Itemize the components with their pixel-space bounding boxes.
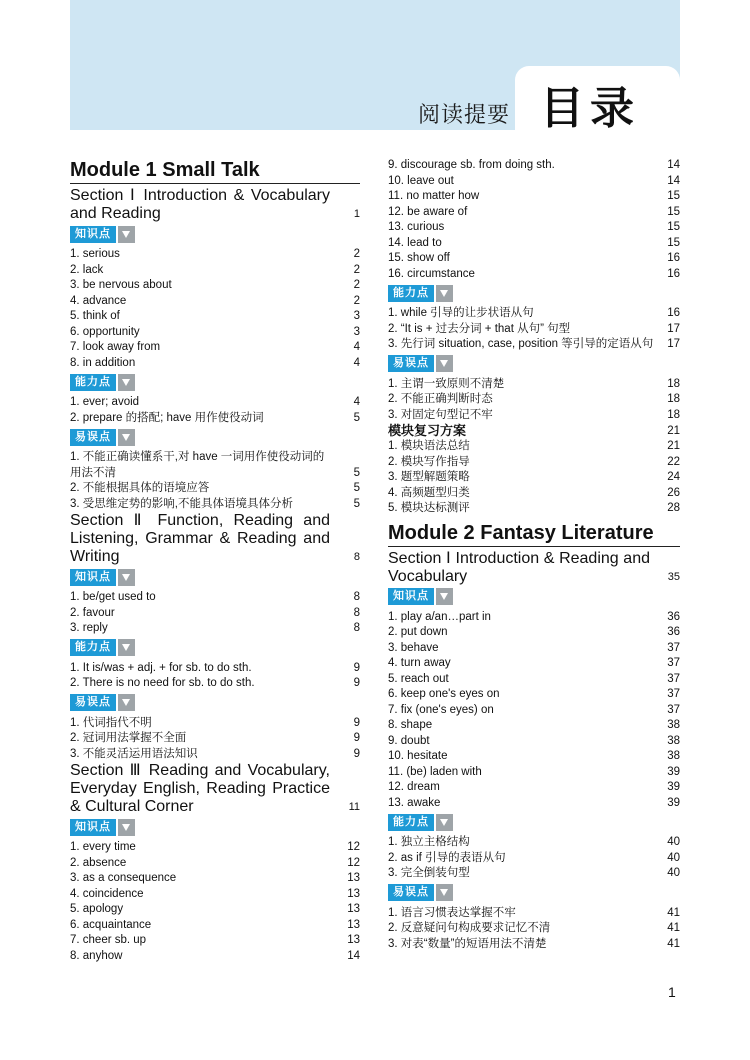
- entry-text: 1. 不能正确读懂系干,对 have 一词用作使役动词的用法不清: [70, 451, 325, 479]
- page-ref: 18: [667, 393, 680, 405]
- page-ref: 2: [353, 248, 360, 260]
- toc-entry[interactable]: [388, 189, 680, 205]
- toc-entry[interactable]: [388, 851, 680, 867]
- page-ref: 18: [667, 377, 680, 390]
- entry-text: 4. coincidence: [70, 887, 144, 900]
- page-ref: 14: [347, 949, 360, 962]
- chevron-down-icon: [118, 819, 135, 836]
- entry-text: 1. be/get used to: [70, 591, 156, 603]
- toc-entry[interactable]: [70, 840, 360, 856]
- page-ref: 14: [667, 174, 680, 187]
- entry-text: 2. 反意疑问句构成要求记忆不清: [388, 922, 551, 934]
- entry-text: 5. think of: [70, 310, 120, 322]
- chevron-down-icon: [118, 639, 135, 656]
- badge-label: 能力点: [388, 285, 434, 302]
- page-number: 1: [668, 984, 676, 1000]
- toc-entry[interactable]: [388, 174, 680, 190]
- section-title: Section Ⅲ Reading and Vocabulary, Everyday English, Reading Practice & Cultural Corner: [70, 762, 330, 815]
- entry-text: 2. There is no need for sb. to do sth.: [70, 677, 255, 689]
- toc-entry[interactable]: [70, 294, 360, 310]
- toc-list: [388, 306, 680, 353]
- entry-text: 3. be nervous about: [70, 279, 172, 291]
- entry-text: 3. 题型解题策略: [388, 471, 470, 483]
- entry-text: 5. 模块达标测评: [388, 502, 470, 514]
- page-ref: 15: [667, 190, 680, 202]
- badge-label: 易误点: [388, 355, 434, 372]
- page-ref: 21: [667, 425, 680, 437]
- page-ref: 5: [353, 482, 360, 494]
- entry-text: 2. lack: [70, 263, 104, 276]
- entry-text: 9. discourage sb. from doing sth.: [388, 159, 555, 171]
- toc-entry[interactable]: [70, 621, 360, 637]
- entry-text: 2. favour: [70, 606, 115, 619]
- toc-list: [388, 439, 680, 517]
- page-ref: 4: [353, 356, 360, 369]
- toc-list: [70, 661, 360, 692]
- badge-label: 知识点: [70, 569, 116, 586]
- entry-text: 1. 代词指代不明: [70, 716, 152, 729]
- header-subtitle: 阅读提要: [418, 102, 511, 127]
- page-ref: 35: [667, 570, 680, 583]
- toc-entry[interactable]: [70, 856, 360, 872]
- toc-entry[interactable]: [388, 906, 680, 922]
- toc-entry[interactable]: [70, 590, 360, 606]
- entry-text: 4. 高频题型归类: [388, 486, 470, 499]
- entry-text: 3. 对固定句型记不牢: [388, 408, 493, 421]
- entry-text: 1. 主谓一致原则不清楚: [388, 377, 505, 390]
- knowledge-badge: [70, 225, 360, 243]
- entry-text: 7. cheer sb. up: [70, 934, 147, 946]
- section-heading[interactable]: [70, 512, 360, 566]
- page-ref: 5: [353, 466, 360, 479]
- knowledge-badge: [388, 588, 680, 606]
- error-badge: [70, 694, 360, 712]
- toc-entry[interactable]: [388, 937, 680, 953]
- chevron-down-icon: [118, 374, 135, 391]
- toc-list: [70, 590, 360, 637]
- section-title: Section Ⅰ Introduction & Reading and Vocabulary: [388, 549, 650, 585]
- page-ref: 38: [667, 734, 680, 747]
- toc-entry[interactable]: [70, 747, 360, 763]
- page-ref: 37: [667, 672, 680, 685]
- entry-text: 8. shape: [388, 719, 433, 731]
- page-ref: 16: [667, 267, 680, 280]
- badge-label: 能力点: [70, 639, 116, 656]
- page-ref: 40: [667, 867, 680, 879]
- toc-entry[interactable]: [388, 749, 680, 765]
- toc-entry[interactable]: [70, 278, 360, 294]
- entry-text: 2. 不能正确判断时态: [388, 393, 493, 405]
- toc-entry[interactable]: [70, 933, 360, 949]
- entry-text: 5. reach out: [388, 672, 449, 685]
- entry-text: 2. 模块写作指导: [388, 455, 470, 468]
- toc-entry[interactable]: [388, 377, 680, 393]
- entry-text: 3. 对表“数量”的短语用法不清楚: [388, 937, 547, 950]
- page-ref: 38: [667, 719, 680, 731]
- entry-text: 10. leave out: [388, 174, 454, 187]
- entry-text: 7. fix (one's eyes) on: [388, 703, 494, 716]
- page-ref: 5: [353, 411, 360, 424]
- badge-label: 能力点: [388, 814, 434, 831]
- toc-list: [70, 840, 360, 964]
- ability-badge: [70, 639, 360, 657]
- entry-text: 11. no matter how: [388, 190, 480, 202]
- entry-text: 5. apology: [70, 903, 124, 915]
- entry-text: 3. reply: [70, 622, 108, 634]
- entry-text: 2. prepare 的搭配; have 用作使役动词: [70, 411, 264, 424]
- page-ref: 39: [667, 796, 680, 809]
- toc-left-column: [70, 158, 360, 964]
- entry-text: 1. ever; avoid: [70, 396, 140, 408]
- page-ref: 4: [353, 341, 360, 353]
- badge-label: 能力点: [70, 374, 116, 391]
- entry-text: 4. advance: [70, 294, 127, 307]
- section-title: Section Ⅰ Introduction & Vocabulary and Reading: [70, 187, 330, 222]
- toc-entry[interactable]: [70, 716, 360, 732]
- entry-text: 12. dream: [388, 781, 440, 793]
- section-heading[interactable]: [388, 550, 680, 586]
- toc-entry[interactable]: [388, 455, 680, 471]
- toc-entry[interactable]: [388, 718, 680, 734]
- toc-entry[interactable]: [70, 661, 360, 677]
- page-ref: 9: [353, 732, 360, 744]
- section-title: Section Ⅱ Function, Reading and Listening, Grammar & Reading and Writing: [70, 512, 330, 565]
- page-ref: 13: [347, 887, 360, 900]
- page-ref: 15: [667, 221, 680, 233]
- page-ref: 8: [353, 551, 360, 563]
- chevron-down-icon: [436, 285, 453, 302]
- entry-text: 1. serious: [70, 248, 120, 260]
- ability-badge: [388, 813, 680, 831]
- page-ref: 9: [353, 747, 360, 760]
- toc-entry[interactable]: [388, 251, 680, 267]
- chevron-down-icon: [118, 226, 135, 243]
- page-ref: 18: [667, 408, 680, 421]
- page-ref: 39: [667, 781, 680, 793]
- toc-entry[interactable]: [70, 247, 360, 263]
- toc-entry[interactable]: [388, 641, 680, 657]
- badge-label: 知识点: [388, 588, 434, 605]
- page-ref: 8: [353, 591, 360, 603]
- toc-entry[interactable]: [388, 703, 680, 719]
- page-ref: 12: [347, 856, 360, 869]
- chevron-down-icon: [436, 355, 453, 372]
- toc-entry[interactable]: [388, 392, 680, 408]
- page-ref: 4: [353, 396, 360, 408]
- entry-text: 14. lead to: [388, 236, 442, 249]
- toc-entry[interactable]: [70, 902, 360, 918]
- entry-text: 3. 受思维定势的影响,不能具体语境具体分析: [70, 497, 293, 510]
- entry-text: 2. put down: [388, 626, 448, 638]
- page-ref: 13: [347, 872, 360, 884]
- page-ref: 11: [348, 801, 360, 813]
- page-ref: 8: [353, 606, 360, 619]
- toc-entry[interactable]: [70, 606, 360, 622]
- toc-entry[interactable]: [388, 337, 680, 353]
- page-ref: 3: [353, 325, 360, 338]
- page-title: 目录: [540, 84, 640, 133]
- entry-text: 2. as if 引导的表语从句: [388, 851, 506, 864]
- toc-entry[interactable]: [70, 450, 360, 481]
- toc-entry[interactable]: [388, 501, 680, 517]
- entry-text: 3. 先行词 situation, case, position 等引导的定语从句: [388, 338, 654, 350]
- entry-text: 8. anyhow: [70, 949, 123, 962]
- toc-entry[interactable]: [70, 309, 360, 325]
- page-ref: 2: [353, 263, 360, 276]
- page-ref: 37: [667, 657, 680, 669]
- entry-text: 1. every time: [70, 841, 136, 853]
- ability-badge: [70, 373, 360, 391]
- page-ref: 36: [667, 626, 680, 638]
- page-ref: 8: [353, 622, 360, 634]
- page-ref: 37: [667, 688, 680, 700]
- toc-entry[interactable]: [70, 356, 360, 372]
- error-badge: [70, 428, 360, 446]
- entry-text: 2. 冠词用法掌握不全面: [70, 732, 187, 744]
- toc-list: [388, 610, 680, 812]
- toc-entry[interactable]: [388, 205, 680, 221]
- entry-text: 12. be aware of: [388, 205, 468, 218]
- toc-entry[interactable]: [388, 734, 680, 750]
- toc-entry[interactable]: [70, 676, 360, 692]
- page-ref: 41: [667, 937, 680, 950]
- page-ref: 24: [667, 471, 680, 483]
- page-ref: 21: [667, 440, 680, 452]
- toc-entry[interactable]: [388, 625, 680, 641]
- page-ref: 9: [353, 716, 360, 729]
- page-ref: 40: [667, 851, 680, 864]
- entry-text: 11. (be) laden with: [388, 765, 482, 778]
- toc-entry[interactable]: [388, 835, 680, 851]
- chevron-down-icon: [436, 588, 453, 605]
- badge-label: 易误点: [388, 884, 434, 901]
- badge-label: 易误点: [70, 429, 116, 446]
- page-ref: 15: [667, 205, 680, 218]
- chevron-down-icon: [118, 694, 135, 711]
- page-ref: 14: [667, 159, 680, 171]
- entry-text: 3. as a consequence: [70, 872, 177, 884]
- section-heading[interactable]: [70, 762, 360, 816]
- toc-entry[interactable]: [388, 236, 680, 252]
- toc-entry[interactable]: [388, 306, 680, 322]
- entry-text: 1. 独立主格结构: [388, 836, 470, 848]
- page-ref: 17: [667, 322, 680, 335]
- entry-text: 3. 完全倒装句型: [388, 867, 470, 879]
- chevron-down-icon: [436, 884, 453, 901]
- page-ref: 17: [667, 338, 680, 350]
- entry-text: 3. 不能灵活运用语法知识: [70, 747, 198, 760]
- toc-entry[interactable]: [70, 918, 360, 934]
- toc-entry[interactable]: [388, 866, 680, 882]
- module-heading: Module 2 Fantasy Literature: [388, 521, 680, 547]
- entry-text: 9. doubt: [388, 734, 430, 747]
- toc-entry[interactable]: [70, 887, 360, 903]
- badge-label: 知识点: [70, 226, 116, 243]
- page-ref: 13: [347, 918, 360, 931]
- toc-entry[interactable]: [70, 949, 360, 965]
- chevron-down-icon: [118, 569, 135, 586]
- page-ref: 41: [667, 922, 680, 934]
- page-ref: 13: [347, 903, 360, 915]
- toc-entry[interactable]: [70, 411, 360, 427]
- toc-entry[interactable]: [70, 325, 360, 341]
- toc-entry[interactable]: [388, 322, 680, 338]
- toc-list: [388, 906, 680, 953]
- toc-entry[interactable]: [70, 731, 360, 747]
- toc-entry[interactable]: [388, 687, 680, 703]
- page-ref: 13: [347, 934, 360, 946]
- toc-entry[interactable]: [388, 439, 680, 455]
- chevron-down-icon: [118, 429, 135, 446]
- ability-badge: [388, 284, 680, 302]
- page-ref: 36: [667, 610, 680, 623]
- entry-text: 13. awake: [388, 796, 441, 809]
- entry-text: 6. opportunity: [70, 325, 140, 338]
- toc-list: [70, 395, 360, 426]
- entry-text: 1. It is/was + adj. + for sb. to do sth.: [70, 661, 252, 674]
- toc-list: [70, 450, 360, 512]
- toc-entry[interactable]: [388, 672, 680, 688]
- page-ref: 22: [667, 455, 680, 468]
- toc-right-column: [388, 158, 680, 952]
- toc-entry[interactable]: [388, 220, 680, 236]
- toc-entry[interactable]: [388, 656, 680, 672]
- toc-entry[interactable]: [388, 796, 680, 812]
- entry-text: 8. in addition: [70, 356, 136, 369]
- page-ref: 41: [667, 906, 680, 919]
- toc-entry[interactable]: [388, 408, 680, 424]
- page-ref: 40: [667, 836, 680, 848]
- page-ref: 26: [667, 486, 680, 499]
- section-heading[interactable]: [70, 187, 360, 223]
- entry-text: 1. 模块语法总结: [388, 440, 470, 452]
- entry-text: 1. play a/an…part in: [388, 610, 491, 623]
- toc-entry[interactable]: [70, 340, 360, 356]
- toc-entry[interactable]: [70, 497, 360, 513]
- toc-list: [388, 835, 680, 882]
- page-ref: 38: [667, 750, 680, 762]
- entry-text: 3. behave: [388, 641, 439, 654]
- entry-text: 2. “It is + 过去分词 + that 从句” 句型: [388, 322, 571, 335]
- entry-text: 4. turn away: [388, 657, 451, 669]
- page-ref: 39: [667, 765, 680, 778]
- toc-list: [70, 716, 360, 763]
- toc-entry[interactable]: [388, 780, 680, 796]
- entry-text: 1. while 引导的让步状语从句: [388, 307, 534, 319]
- toc-entry[interactable]: [388, 158, 680, 174]
- error-badge: [388, 355, 680, 373]
- toc-list: [70, 247, 360, 371]
- toc-entry[interactable]: [388, 765, 680, 781]
- entry-text: 10. hesitate: [388, 750, 448, 762]
- toc-entry[interactable]: [388, 470, 680, 486]
- page-ref: 3: [353, 310, 360, 322]
- error-badge: [388, 884, 680, 902]
- toc-list: [388, 377, 680, 424]
- page-ref: 28: [667, 502, 680, 514]
- page-ref: 12: [347, 841, 360, 853]
- chevron-down-icon: [436, 814, 453, 831]
- badge-label: 知识点: [70, 819, 116, 836]
- toc-list: [388, 158, 680, 282]
- page-ref: 37: [667, 703, 680, 716]
- entry-text: 16. circumstance: [388, 267, 475, 280]
- knowledge-badge: [70, 818, 360, 836]
- toc-entry[interactable]: [388, 486, 680, 502]
- page-ref: 16: [667, 252, 680, 264]
- toc-entry[interactable]: [388, 610, 680, 626]
- page-ref: 1: [353, 208, 360, 220]
- review-title: 模块复习方案: [388, 423, 467, 438]
- page-ref: 9: [353, 661, 360, 674]
- knowledge-badge: [70, 568, 360, 586]
- module-heading: Module 1 Small Talk: [70, 158, 360, 184]
- entry-text: 7. look away from: [70, 341, 161, 353]
- entry-text: 15. show off: [388, 252, 450, 264]
- toc-entry[interactable]: [70, 871, 360, 887]
- page-ref: 15: [667, 236, 680, 249]
- page-ref: 2: [353, 279, 360, 291]
- entry-text: 2. 不能根据具体的语境应答: [70, 482, 210, 494]
- toc-entry[interactable]: [70, 395, 360, 411]
- toc-entry[interactable]: [388, 267, 680, 283]
- page-ref: 37: [667, 641, 680, 654]
- toc-entry[interactable]: [388, 921, 680, 937]
- badge-label: 易误点: [70, 694, 116, 711]
- entry-text: 6. keep one's eyes on: [388, 688, 500, 700]
- page-ref: 5: [353, 497, 360, 510]
- page-ref: 2: [353, 294, 360, 307]
- toc-entry[interactable]: [70, 481, 360, 497]
- review-heading[interactable]: [388, 423, 680, 439]
- entry-text: 6. acquaintance: [70, 918, 152, 931]
- page-ref: 9: [353, 677, 360, 689]
- entry-text: 13. curious: [388, 221, 445, 233]
- entry-text: 2. absence: [70, 856, 127, 869]
- toc-entry[interactable]: [70, 263, 360, 279]
- page-ref: 16: [667, 307, 680, 319]
- entry-text: 1. 语言习惯表达掌握不牢: [388, 906, 516, 919]
